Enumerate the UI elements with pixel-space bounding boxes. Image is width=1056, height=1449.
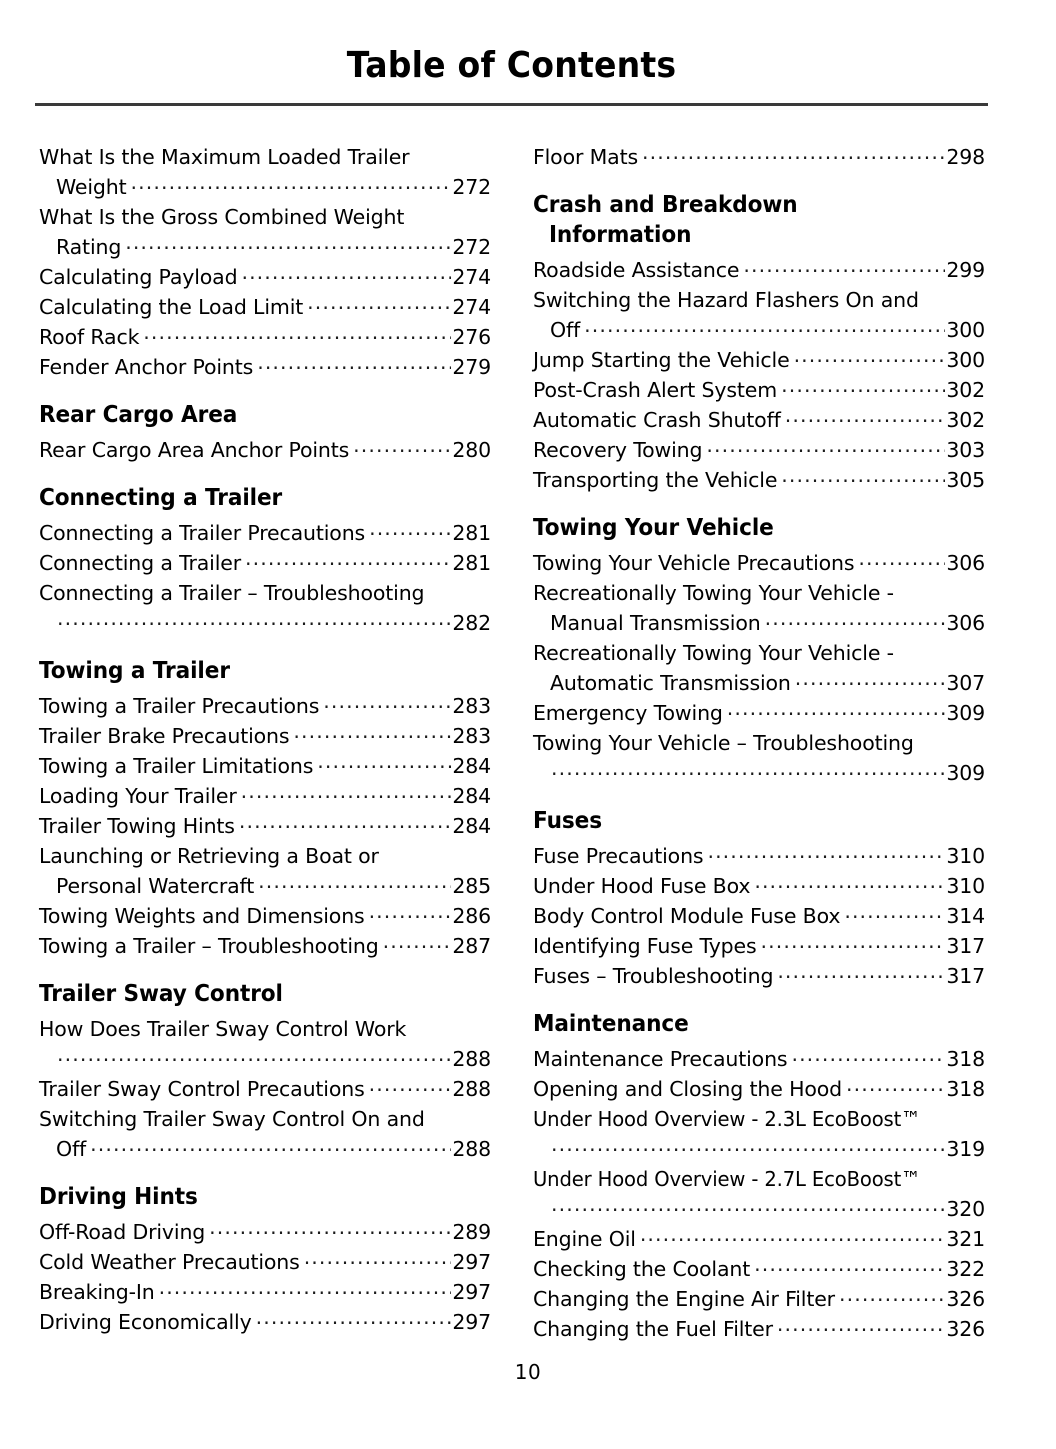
toc-entry-line bbox=[533, 1134, 985, 1164]
toc-entry-page: 300 bbox=[946, 348, 985, 372]
dot-leader bbox=[777, 963, 945, 983]
dot-leader bbox=[304, 1249, 452, 1269]
toc-entry-line bbox=[533, 1284, 985, 1314]
toc-entry[interactable] bbox=[533, 1074, 985, 1104]
toc-entry-line bbox=[533, 255, 985, 285]
dot-leader bbox=[239, 813, 451, 833]
toc-entry[interactable] bbox=[39, 202, 491, 262]
toc-entry-page: 309 bbox=[946, 761, 985, 785]
toc-entry-page: 298 bbox=[946, 145, 985, 169]
toc-entry[interactable] bbox=[533, 1164, 985, 1224]
dot-leader bbox=[765, 610, 946, 630]
toc-entry-page: 314 bbox=[946, 904, 985, 928]
title-divider bbox=[35, 103, 988, 106]
toc-section-heading bbox=[39, 400, 490, 430]
toc-entry-page: 320 bbox=[946, 1197, 985, 1221]
dot-leader bbox=[858, 550, 945, 570]
toc-entry-page: 326 bbox=[946, 1287, 985, 1311]
toc-section-heading-text: Towing a Trailer bbox=[39, 658, 230, 684]
toc-entry-line bbox=[533, 1194, 985, 1224]
dot-leader bbox=[241, 783, 452, 803]
toc-entry-label: Switching the Hazard Flashers On and bbox=[533, 288, 919, 312]
toc-entry[interactable] bbox=[39, 811, 491, 841]
toc-entry-page: 305 bbox=[946, 468, 985, 492]
toc-entry-page: 274 bbox=[452, 265, 491, 289]
toc-entry[interactable] bbox=[39, 1247, 491, 1277]
toc-entry-page: 272 bbox=[452, 235, 491, 259]
toc-entry-line bbox=[39, 608, 491, 638]
toc-entry[interactable] bbox=[533, 285, 985, 345]
toc-entry[interactable] bbox=[533, 728, 985, 788]
toc-entry-line bbox=[39, 578, 491, 608]
toc-entry-label: Weight bbox=[56, 175, 127, 199]
dot-leader bbox=[131, 174, 452, 194]
toc-column-left bbox=[39, 142, 491, 1337]
toc-entry[interactable] bbox=[39, 262, 491, 292]
toc-entry-label: Opening and Closing the Hood bbox=[533, 1077, 842, 1101]
toc-entry-line bbox=[533, 1104, 985, 1134]
toc-entry-label: What Is the Maximum Loaded Trailer bbox=[39, 145, 410, 169]
toc-entry-line bbox=[39, 435, 491, 465]
dot-leader bbox=[293, 723, 451, 743]
toc-entry[interactable] bbox=[39, 292, 491, 322]
toc-entry-label: Transporting the Vehicle bbox=[533, 468, 778, 492]
toc-entry-page: 279 bbox=[452, 355, 491, 379]
toc-entry-page: 310 bbox=[946, 874, 985, 898]
dot-leader bbox=[777, 1316, 945, 1336]
toc-entry-label: Changing the Fuel Filter bbox=[533, 1317, 773, 1341]
toc-entry-page: 317 bbox=[946, 934, 985, 958]
toc-entry-line bbox=[533, 1164, 985, 1194]
toc-entry[interactable] bbox=[533, 698, 985, 728]
toc-entry-label: Recreationally Towing Your Vehicle - bbox=[533, 581, 894, 605]
toc-entry[interactable] bbox=[39, 435, 491, 465]
toc-entry-label: Towing Your Vehicle Precautions bbox=[533, 551, 855, 575]
toc-entry-line bbox=[533, 901, 985, 931]
toc-entry-line bbox=[39, 901, 491, 931]
toc-entry-page: 297 bbox=[452, 1310, 491, 1334]
toc-entry-line bbox=[39, 262, 491, 292]
toc-column-right bbox=[533, 142, 985, 1344]
toc-entry-page: 317 bbox=[946, 964, 985, 988]
toc-entry-page: 286 bbox=[452, 904, 491, 928]
toc-entry-label: Recreationally Towing Your Vehicle - bbox=[533, 641, 894, 665]
toc-entry[interactable] bbox=[533, 638, 985, 698]
dot-leader bbox=[323, 693, 451, 713]
toc-entry-line bbox=[533, 345, 985, 375]
toc-section-heading-text: Connecting a Trailer bbox=[39, 485, 283, 511]
toc-section-heading bbox=[39, 979, 490, 1009]
dot-leader bbox=[159, 1279, 452, 1299]
toc-entry-page: 297 bbox=[452, 1250, 491, 1274]
toc-entry-label: Towing a Trailer Precautions bbox=[39, 694, 320, 718]
toc-entry-label: Trailer Sway Control Precautions bbox=[39, 1077, 365, 1101]
toc-entry-page: 302 bbox=[946, 408, 985, 432]
toc-entry-line bbox=[533, 1254, 985, 1284]
toc-entry-page: 272 bbox=[452, 175, 491, 199]
toc-entry[interactable] bbox=[533, 465, 985, 495]
toc-entry[interactable] bbox=[533, 961, 985, 991]
toc-section-heading bbox=[533, 190, 984, 250]
toc-entry[interactable] bbox=[39, 1307, 491, 1337]
dot-leader bbox=[785, 407, 946, 427]
toc-entry-label: Towing Your Vehicle – Troubleshooting bbox=[533, 731, 914, 755]
toc-entry-page: 283 bbox=[452, 724, 491, 748]
dot-leader bbox=[727, 700, 946, 720]
toc-entry-page: 303 bbox=[946, 438, 985, 462]
toc-entry-line bbox=[39, 518, 491, 548]
toc-entry[interactable] bbox=[533, 1254, 985, 1284]
toc-entry-line bbox=[533, 285, 985, 315]
toc-entry-page: 297 bbox=[452, 1280, 491, 1304]
dot-leader bbox=[369, 520, 451, 540]
toc-entry-label: Fuses – Troubleshooting bbox=[533, 964, 774, 988]
toc-entry[interactable] bbox=[533, 578, 985, 638]
toc-entry-page: 318 bbox=[946, 1047, 985, 1071]
toc-entry-label: Jump Starting the Vehicle bbox=[533, 348, 790, 372]
dot-leader bbox=[640, 1226, 946, 1246]
toc-entry-page: 306 bbox=[946, 551, 985, 575]
toc-section-heading-text: Towing Your Vehicle bbox=[533, 515, 774, 541]
toc-section-heading-text: Driving Hints bbox=[39, 1184, 198, 1210]
page-number: 10 bbox=[514, 1360, 542, 1384]
toc-entry-line bbox=[533, 465, 985, 495]
toc-entry[interactable] bbox=[533, 871, 985, 901]
dot-leader bbox=[125, 234, 451, 254]
toc-entry-label: Maintenance Precautions bbox=[533, 1047, 788, 1071]
toc-entry-line bbox=[39, 1247, 491, 1277]
toc-entry-line bbox=[39, 202, 491, 232]
toc-entry-page: 288 bbox=[452, 1047, 491, 1071]
toc-entry-line bbox=[39, 841, 491, 871]
dot-leader bbox=[57, 1046, 451, 1066]
dot-leader bbox=[754, 873, 945, 893]
toc-entry[interactable] bbox=[533, 405, 985, 435]
toc-entry-line bbox=[39, 691, 491, 721]
dot-leader bbox=[642, 144, 945, 164]
dot-leader bbox=[551, 1136, 945, 1156]
toc-section-heading bbox=[39, 483, 490, 513]
dot-leader bbox=[743, 257, 945, 277]
toc-entry-line bbox=[533, 1314, 985, 1344]
toc-entry-line bbox=[39, 1074, 491, 1104]
toc-entry-label: Calculating Payload bbox=[39, 265, 238, 289]
toc-entry-line bbox=[533, 435, 985, 465]
toc-entry-label: Trailer Brake Precautions bbox=[39, 724, 290, 748]
toc-entry-page: 274 bbox=[452, 295, 491, 319]
dot-leader bbox=[57, 610, 451, 630]
toc-entry-line bbox=[533, 638, 985, 668]
toc-entry-page: 282 bbox=[452, 611, 491, 635]
toc-entry-label: Towing a Trailer Limitations bbox=[39, 754, 314, 778]
toc-entry-line bbox=[39, 1044, 491, 1074]
toc-entry[interactable] bbox=[533, 548, 985, 578]
toc-entry-page: 281 bbox=[452, 551, 491, 575]
toc-entry-label: Fuse Precautions bbox=[533, 844, 704, 868]
toc-section-heading-text: Trailer Sway Control bbox=[39, 981, 283, 1007]
toc-entry[interactable] bbox=[39, 841, 491, 901]
toc-entry[interactable] bbox=[39, 352, 491, 382]
toc-entry-page: 299 bbox=[946, 258, 985, 282]
toc-entry[interactable] bbox=[39, 578, 491, 638]
dot-leader bbox=[383, 933, 452, 953]
toc-entry-page: 289 bbox=[452, 1220, 491, 1244]
toc-entry-page: 302 bbox=[946, 378, 985, 402]
toc-entry[interactable] bbox=[533, 1284, 985, 1314]
toc-entry[interactable] bbox=[39, 518, 491, 548]
toc-section-heading bbox=[533, 806, 984, 836]
dot-leader bbox=[781, 467, 945, 487]
toc-entry-page: 280 bbox=[452, 438, 491, 462]
toc-entry-label: Personal Watercraft bbox=[56, 874, 255, 898]
toc-entry-page: 307 bbox=[946, 671, 985, 695]
toc-entry-page: 322 bbox=[946, 1257, 985, 1281]
toc-entry-line bbox=[533, 548, 985, 578]
toc-entry-page: 284 bbox=[452, 814, 491, 838]
toc-entry-label: Floor Mats bbox=[533, 145, 638, 169]
toc-entry-line bbox=[39, 1104, 491, 1134]
toc-section-heading bbox=[533, 1009, 984, 1039]
toc-entry-line bbox=[39, 931, 491, 961]
toc-entry-label: Fender Anchor Points bbox=[39, 355, 254, 379]
dot-leader bbox=[584, 317, 945, 337]
toc-entry-line bbox=[533, 1224, 985, 1254]
toc-entry-page: 287 bbox=[452, 934, 491, 958]
dot-leader bbox=[839, 1286, 945, 1306]
toc-entry[interactable] bbox=[39, 901, 491, 931]
toc-entry-line bbox=[39, 1277, 491, 1307]
toc-entry-page: 284 bbox=[452, 754, 491, 778]
toc-entry-label: Towing Weights and Dimensions bbox=[39, 904, 365, 928]
toc-entry-label: Driving Economically bbox=[39, 1310, 252, 1334]
dot-leader bbox=[258, 873, 451, 893]
toc-entry-line bbox=[533, 578, 985, 608]
dot-leader bbox=[209, 1219, 451, 1239]
toc-entry-label: Post-Crash Alert System bbox=[533, 378, 778, 402]
toc-entry-line bbox=[39, 352, 491, 382]
dot-leader bbox=[245, 550, 451, 570]
toc-entry-line bbox=[533, 758, 985, 788]
toc-entry-line bbox=[533, 1044, 985, 1074]
toc-entry[interactable] bbox=[533, 931, 985, 961]
toc-entry[interactable] bbox=[39, 781, 491, 811]
toc-entry-page: 326 bbox=[946, 1317, 985, 1341]
toc-entry[interactable] bbox=[39, 142, 491, 202]
toc-entry-page: 288 bbox=[452, 1137, 491, 1161]
toc-entry[interactable] bbox=[533, 1044, 985, 1074]
toc-entry-label: Roof Rack bbox=[39, 325, 140, 349]
toc-entry[interactable] bbox=[533, 1224, 985, 1254]
dot-leader bbox=[754, 1256, 945, 1276]
toc-entry-label: Under Hood Fuse Box bbox=[533, 874, 751, 898]
toc-entry[interactable] bbox=[39, 721, 491, 751]
toc-entry-label: Rear Cargo Area Anchor Points bbox=[39, 438, 350, 462]
toc-entry-label: Connecting a Trailer bbox=[39, 551, 241, 575]
dot-leader bbox=[307, 294, 451, 314]
toc-entry[interactable] bbox=[533, 375, 985, 405]
toc-entry-line bbox=[533, 375, 985, 405]
toc-entry-line bbox=[39, 721, 491, 751]
toc-entry-label: Breaking-In bbox=[39, 1280, 155, 1304]
toc-entry[interactable] bbox=[533, 345, 985, 375]
dot-leader bbox=[90, 1136, 451, 1156]
toc-entry-label: How Does Trailer Sway Control Work bbox=[39, 1017, 407, 1041]
toc-entry-label: Switching Trailer Sway Control On and bbox=[39, 1107, 425, 1131]
toc-section-heading-text: Fuses bbox=[533, 808, 603, 834]
toc-entry-label: Under Hood Overview - 2.7L EcoBoost™ bbox=[533, 1167, 921, 1191]
toc-entry[interactable] bbox=[39, 691, 491, 721]
toc-entry-line bbox=[533, 608, 985, 638]
dot-leader bbox=[706, 437, 945, 457]
toc-entry-page: 284 bbox=[452, 784, 491, 808]
toc-entry-page: 285 bbox=[452, 874, 491, 898]
toc-entry[interactable] bbox=[533, 142, 985, 172]
toc-entry-label: Under Hood Overview - 2.3L EcoBoost™ bbox=[533, 1107, 921, 1131]
toc-entry-page: 321 bbox=[946, 1227, 985, 1251]
dot-leader bbox=[369, 1076, 452, 1096]
toc-entry-label: What Is the Gross Combined Weight bbox=[39, 205, 405, 229]
toc-entry-line bbox=[39, 1307, 491, 1337]
toc-entry-line bbox=[39, 548, 491, 578]
toc-entry-line bbox=[39, 1217, 491, 1247]
dot-leader bbox=[353, 437, 451, 457]
toc-entry[interactable] bbox=[533, 841, 985, 871]
toc-entry-line bbox=[39, 751, 491, 781]
toc-entry-label: Loading Your Trailer bbox=[39, 784, 237, 808]
toc-entry[interactable] bbox=[533, 435, 985, 465]
dot-leader bbox=[256, 1309, 452, 1329]
toc-entry[interactable] bbox=[39, 931, 491, 961]
dot-leader bbox=[791, 1046, 945, 1066]
toc-entry-line bbox=[533, 315, 985, 345]
toc-entry-line bbox=[39, 292, 491, 322]
toc-entry-label: Automatic Transmission bbox=[550, 671, 791, 695]
toc-entry-label: Changing the Engine Air Filter bbox=[533, 1287, 835, 1311]
dot-leader bbox=[257, 354, 451, 374]
toc-entry-page: 306 bbox=[946, 611, 985, 635]
toc-entry-page: 310 bbox=[946, 844, 985, 868]
toc-entry-line bbox=[39, 811, 491, 841]
dot-leader bbox=[241, 264, 451, 284]
dot-leader bbox=[794, 347, 946, 367]
toc-entry[interactable] bbox=[39, 548, 491, 578]
toc-section-heading-text: Crash and Breakdown bbox=[533, 192, 798, 218]
dot-leader bbox=[795, 670, 946, 690]
toc-entry-label: Body Control Module Fuse Box bbox=[533, 904, 841, 928]
toc-entry[interactable] bbox=[39, 1014, 491, 1074]
dot-leader bbox=[707, 843, 945, 863]
toc-entry-line bbox=[533, 698, 985, 728]
dot-leader bbox=[369, 903, 452, 923]
toc-section-heading bbox=[39, 656, 490, 686]
toc-entry-label: Engine Oil bbox=[533, 1227, 636, 1251]
toc-entry[interactable] bbox=[533, 1104, 985, 1164]
toc-entry-label: Recovery Towing bbox=[533, 438, 703, 462]
toc-entry-line bbox=[533, 1074, 985, 1104]
toc-entry[interactable] bbox=[39, 751, 491, 781]
toc-entry-line bbox=[39, 172, 491, 202]
toc-entry[interactable] bbox=[533, 1314, 985, 1344]
toc-entry-line bbox=[533, 668, 985, 698]
toc-entry-line bbox=[39, 1134, 491, 1164]
toc-entry-label: Connecting a Trailer – Troubleshooting bbox=[39, 581, 425, 605]
toc-entry-line bbox=[39, 232, 491, 262]
toc-entry-label: Rating bbox=[56, 235, 122, 259]
toc-section-heading-text: Rear Cargo Area bbox=[39, 402, 238, 428]
toc-entry-line bbox=[533, 841, 985, 871]
toc-section-heading-text: Maintenance bbox=[533, 1011, 689, 1037]
dot-leader bbox=[781, 377, 945, 397]
toc-entry-page: 276 bbox=[452, 325, 491, 349]
dot-leader bbox=[551, 1196, 945, 1216]
toc-entry[interactable] bbox=[39, 1217, 491, 1247]
toc-entry-page: 309 bbox=[946, 701, 985, 725]
toc-entry-label: Off bbox=[56, 1137, 87, 1161]
toc-entry-line bbox=[39, 781, 491, 811]
dot-leader bbox=[143, 324, 451, 344]
dot-leader bbox=[846, 1076, 945, 1096]
toc-entry-line bbox=[39, 1014, 491, 1044]
toc-entry-line bbox=[533, 142, 985, 172]
page-title: Table of Contents bbox=[346, 45, 677, 86]
dot-leader bbox=[551, 760, 945, 780]
toc-entry[interactable] bbox=[39, 322, 491, 352]
toc-entry-page: 319 bbox=[946, 1137, 985, 1161]
toc-entry-label: Identifying Fuse Types bbox=[533, 934, 757, 958]
toc-entry-line bbox=[533, 931, 985, 961]
toc-entry-label: Checking the Coolant bbox=[533, 1257, 751, 1281]
toc-entry-line bbox=[533, 961, 985, 991]
toc-entry-label: Off-Road Driving bbox=[39, 1220, 206, 1244]
toc-entry-label: Trailer Towing Hints bbox=[39, 814, 235, 838]
toc-entry[interactable] bbox=[39, 1104, 491, 1164]
toc-entry-label: Connecting a Trailer Precautions bbox=[39, 521, 366, 545]
toc-entry-label: Calculating the Load Limit bbox=[39, 295, 304, 319]
toc-entry-label: Off bbox=[550, 318, 581, 342]
toc-entry-label: Automatic Crash Shutoff bbox=[533, 408, 781, 432]
toc-entry-label: Emergency Towing bbox=[533, 701, 723, 725]
toc-entry-line bbox=[39, 871, 491, 901]
toc-entry[interactable] bbox=[533, 255, 985, 285]
toc-entry-page: 288 bbox=[452, 1077, 491, 1101]
toc-entry-page: 300 bbox=[946, 318, 985, 342]
toc-entry-page: 281 bbox=[452, 521, 491, 545]
dot-leader bbox=[317, 753, 451, 773]
toc-entry-label: Towing a Trailer – Troubleshooting bbox=[39, 934, 379, 958]
toc-entry-label: Launching or Retrieving a Boat or bbox=[39, 844, 379, 868]
toc-entry-label: Cold Weather Precautions bbox=[39, 1250, 300, 1274]
toc-entry-label: Roadside Assistance bbox=[533, 258, 740, 282]
toc-section-heading-text-cont: Information bbox=[548, 222, 692, 248]
toc-entry-page: 318 bbox=[946, 1077, 985, 1101]
toc-section-heading bbox=[533, 513, 984, 543]
toc-entry[interactable] bbox=[533, 901, 985, 931]
toc-entry[interactable] bbox=[39, 1074, 491, 1104]
toc-entry-line bbox=[533, 871, 985, 901]
toc-entry[interactable] bbox=[39, 1277, 491, 1307]
toc-entry-label: Manual Transmission bbox=[550, 611, 761, 635]
dot-leader bbox=[844, 903, 945, 923]
toc-entry-line bbox=[39, 142, 491, 172]
toc-entry-line bbox=[39, 322, 491, 352]
toc-section-heading bbox=[39, 1182, 490, 1212]
toc-entry-line bbox=[533, 728, 985, 758]
dot-leader bbox=[761, 933, 946, 953]
toc-entry-page: 283 bbox=[452, 694, 491, 718]
toc-entry-line bbox=[533, 405, 985, 435]
